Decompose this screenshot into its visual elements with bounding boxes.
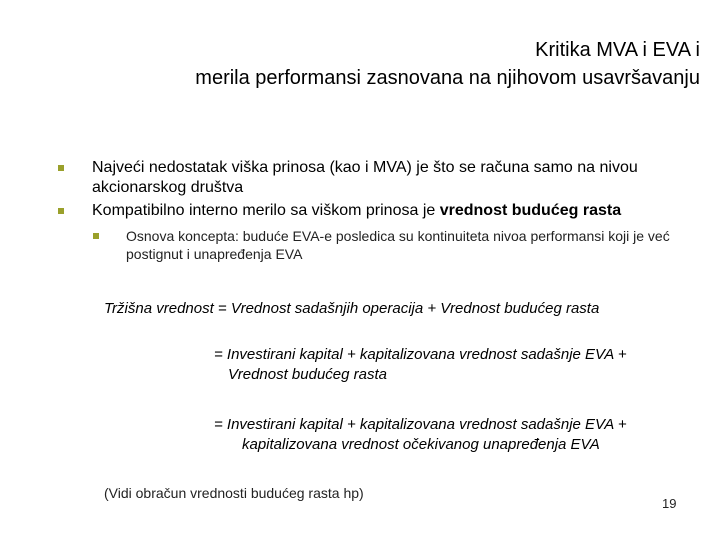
page-number: 19 (662, 496, 677, 511)
formula-line-3b: kapitalizovana vrednost očekivanog unapređenja EVA (242, 436, 600, 453)
square-bullet-icon (58, 165, 64, 171)
formula-line-3a: = Investirani kapital + kapitalizovana vrednost sadašnje EVA + (214, 416, 627, 433)
bullet-list (0, 158, 720, 263)
bullet-text: Najveći nedostatak viška prinosa (kao i MVA) je što se računa samo na nivou akcionarskog društva (92, 159, 638, 196)
slide-title (60, 36, 700, 92)
title-line-2: merila performansi zasnovana na njihovom usavršavanju (195, 67, 700, 89)
formula-line-2a: = Investirani kapital + kapitalizovana vrednost sadašnje EVA + (214, 346, 627, 363)
sub-bullet-text: Osnova koncepta: buduće EVA-e posledica su kontinuiteta nivoa performansi koji je već postignut i unapređenja EVA (126, 228, 670, 262)
formula-line-3 (214, 415, 704, 455)
bullet-text: Kompatibilno interno merilo sa viškom prinosa je (92, 202, 440, 219)
bullet-item (0, 158, 692, 198)
bullet-text-bold: vrednost budućeg rasta (439, 202, 622, 219)
square-bullet-icon (93, 233, 99, 239)
sub-bullet-item (0, 227, 686, 263)
bullet-item (0, 201, 692, 221)
square-bullet-icon (58, 208, 64, 214)
reference-note: (Vidi obračun vrednosti budućeg rasta hp) (104, 485, 364, 501)
formula-line-1: Tržišna vrednost = Vrednost sadašnjih operacija + Vrednost budućeg rasta (104, 300, 600, 317)
formula-line-2b: Vrednost budućeg rasta (228, 366, 388, 383)
title-line-1: Kritika MVA i EVA i (535, 39, 700, 61)
formula-line-2 (214, 345, 704, 385)
